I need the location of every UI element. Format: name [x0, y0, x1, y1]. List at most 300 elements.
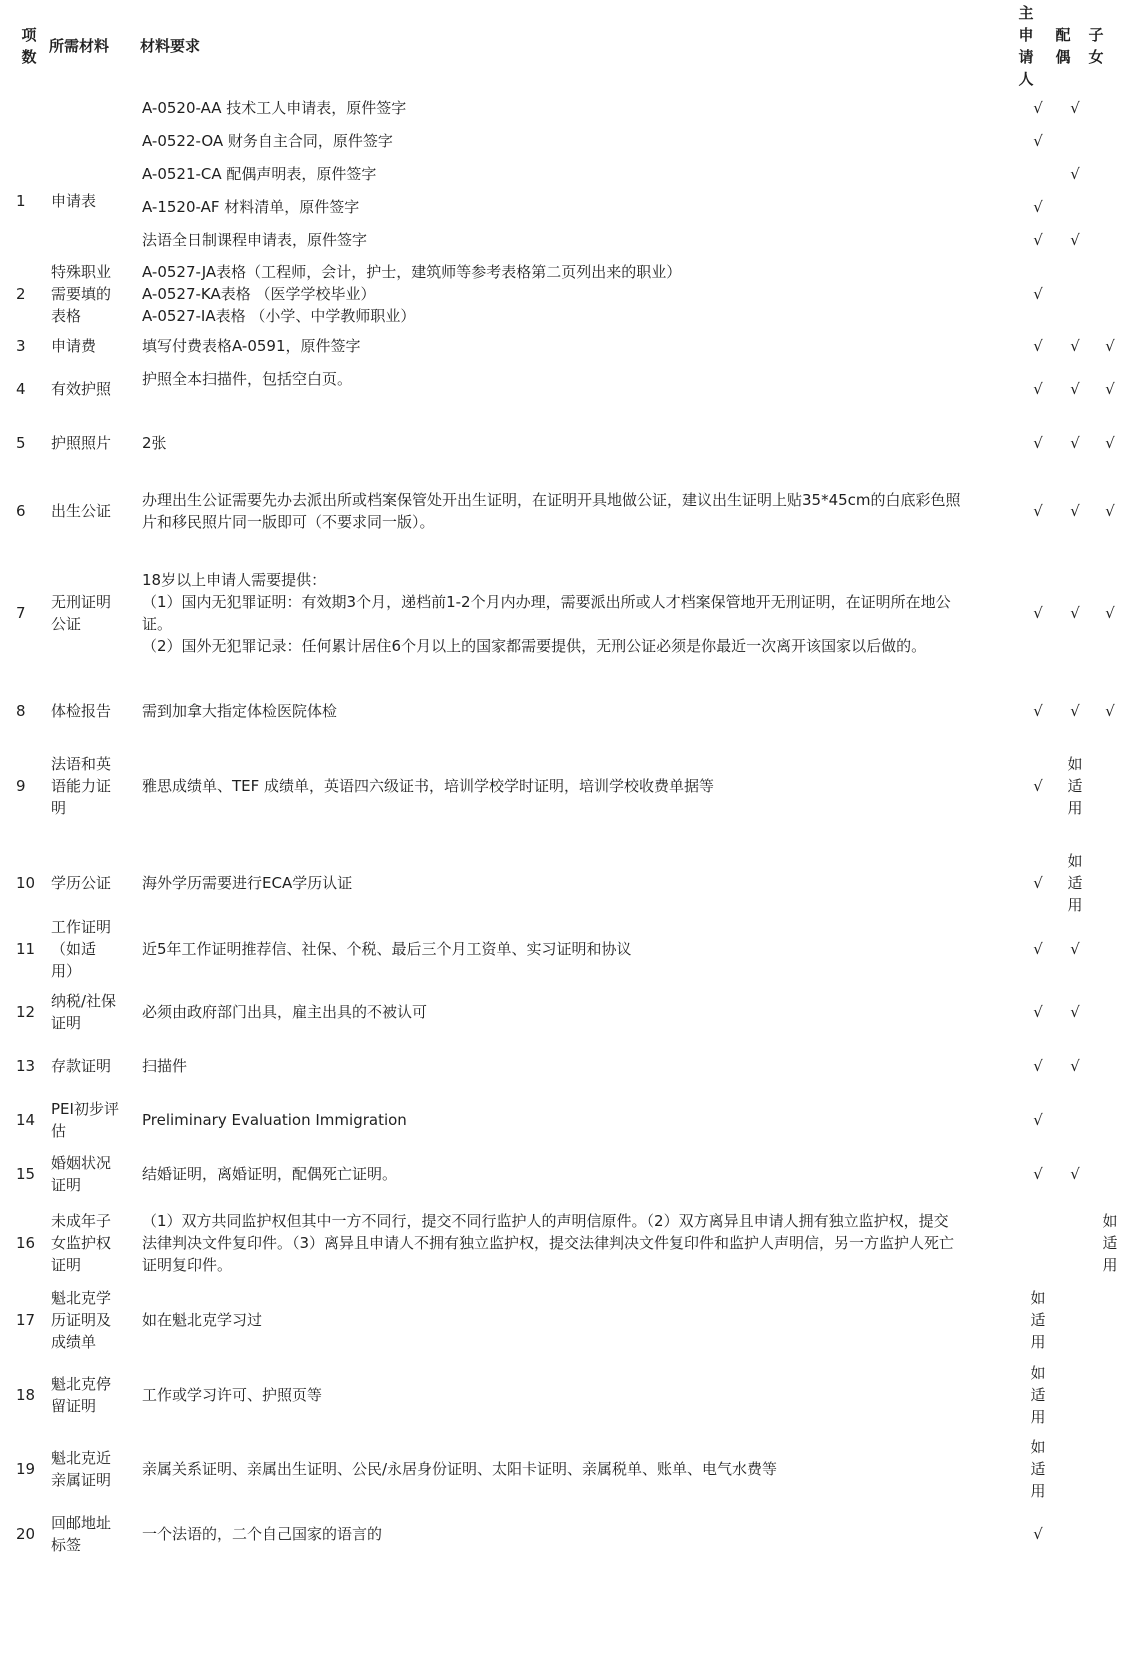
spouse-mark	[1059, 229, 1091, 251]
material-requirement	[142, 130, 1022, 152]
spouse-mark	[1059, 335, 1091, 357]
main-applicant-mark-value: √	[1033, 198, 1043, 216]
material-name-line: 明	[51, 799, 67, 817]
header-main-char: 申	[1018, 26, 1034, 44]
child-mark	[1094, 260, 1126, 328]
requirement-line: 18岁以上申请人需要提供：	[142, 571, 327, 589]
requirement-line: 需到加拿大指定体检医院体检	[142, 702, 338, 720]
main-applicant-mark	[1022, 1362, 1054, 1428]
child-mark-value: √	[1105, 702, 1115, 720]
spouse-mark	[1059, 1436, 1091, 1502]
requirement-line: 护照全本扫描件，包括空白页。	[142, 370, 353, 388]
material-name	[51, 229, 131, 251]
material-name-line: 用）	[51, 962, 82, 980]
child-mark	[1094, 1436, 1126, 1502]
material-requirement	[142, 229, 1022, 251]
material-name-line: 亲属证明	[51, 1471, 112, 1489]
requirement-line: A-0522-OA 财务自主合同，原件签字	[142, 132, 393, 150]
material-name-line: 未成年子	[51, 1212, 112, 1230]
spouse-mark-char: 如	[1067, 755, 1083, 773]
child-mark	[1094, 1040, 1126, 1092]
child-mark	[1094, 368, 1126, 410]
requirement-line: 办理出生公证需要先办去派出所或档案保管处开出生证明，在证明开具地做公证，建议出生证明上贴35*45cm的白底彩色照	[142, 491, 961, 509]
spouse-mark-char: 如	[1067, 852, 1083, 870]
main-applicant-mark-char: 用	[1030, 1408, 1046, 1426]
main-applicant-mark	[1022, 97, 1054, 119]
material-name-line: 护照照片	[51, 434, 112, 452]
main-applicant-mark	[1022, 843, 1054, 923]
material-requirement	[142, 97, 1022, 119]
main-applicant-mark-char: 适	[1030, 1386, 1046, 1404]
material-requirement	[142, 1040, 1022, 1092]
material-name	[51, 163, 131, 185]
child-mark	[1094, 683, 1126, 739]
material-name	[51, 553, 131, 673]
spouse-mark-value: √	[1070, 165, 1080, 183]
material-requirement	[142, 368, 1022, 410]
material-requirement	[142, 475, 1022, 547]
row-number: 7	[16, 604, 26, 622]
row-number: 8	[16, 702, 26, 720]
spouse-mark-value: √	[1070, 231, 1080, 249]
material-name-line: 有效护照	[51, 380, 112, 398]
material-name	[51, 990, 131, 1034]
spouse-mark-value: √	[1070, 1057, 1080, 1075]
spouse-mark	[1059, 260, 1091, 328]
main-applicant-mark-value: √	[1033, 99, 1043, 117]
table-row	[0, 1287, 1141, 1353]
material-name	[51, 97, 131, 119]
main-applicant-mark-value: √	[1033, 777, 1043, 795]
table-row	[0, 990, 1141, 1034]
child-mark-char: 适	[1102, 1234, 1118, 1252]
main-applicant-mark-char: 如	[1030, 1364, 1046, 1382]
table-row	[0, 335, 1141, 357]
main-applicant-mark-value: √	[1033, 1165, 1043, 1183]
material-name	[51, 1152, 131, 1196]
material-name-line: 魁北克学	[51, 1289, 112, 1307]
requirement-line: A-0520-AA 技术工人申请表，原件签字	[142, 99, 407, 117]
row-number: 15	[16, 1165, 36, 1183]
main-applicant-mark	[1022, 990, 1054, 1034]
requirement-line: A-1520-AF 材料清单，原件签字	[142, 198, 360, 216]
row-number: 4	[16, 380, 26, 398]
row-number: 16	[16, 1234, 36, 1252]
table-row	[0, 475, 1141, 547]
child-mark-char: 用	[1102, 1256, 1118, 1274]
material-requirement	[142, 1098, 1022, 1142]
requirement-line: 法语全日制课程申请表，原件签字	[142, 231, 368, 249]
child-mark	[1094, 1210, 1126, 1276]
requirement-line: 海外学历需要进行ECA学历认证	[142, 874, 353, 892]
main-applicant-mark	[1022, 916, 1054, 982]
material-name	[51, 130, 131, 152]
child-mark	[1094, 740, 1126, 832]
spouse-mark-value: √	[1070, 1165, 1080, 1183]
child-mark	[1094, 916, 1126, 982]
material-requirement	[142, 1287, 1022, 1353]
requirement-line: 片和移民照片同一版即可（不要求同一版）。	[142, 513, 435, 531]
spouse-mark-value: √	[1070, 1003, 1080, 1021]
spouse-mark	[1059, 553, 1091, 673]
material-name-line: 表格	[51, 307, 82, 325]
requirement-line: 填写付费表格A-0591，原件签字	[142, 337, 361, 355]
child-mark-value: √	[1105, 434, 1115, 452]
requirement-line: 证。	[142, 615, 173, 633]
row-number	[16, 229, 46, 251]
spouse-mark	[1059, 368, 1091, 410]
material-name-line: 纳税/社保	[51, 992, 117, 1010]
header-spouse-char: 偶	[1055, 48, 1071, 66]
child-mark	[1094, 475, 1126, 547]
material-name-line: 历证明及	[51, 1311, 112, 1329]
spouse-mark	[1059, 475, 1091, 547]
child-mark	[1094, 163, 1126, 185]
material-name-line: 特殊职业	[51, 263, 112, 281]
requirement-line: 雅思成绩单、TEF 成绩单，英语四六级证书，培训学校学时证明，培训学校收费单据等	[142, 777, 715, 795]
material-name	[51, 196, 131, 218]
main-applicant-mark	[1022, 1210, 1054, 1276]
child-mark	[1094, 553, 1126, 673]
material-name-line: 证明	[51, 1256, 82, 1274]
requirement-line: Preliminary Evaluation Immigration	[142, 1111, 407, 1129]
table-row	[0, 1098, 1141, 1142]
table-row	[0, 368, 1141, 410]
spouse-mark-value: √	[1070, 434, 1080, 452]
spouse-mark	[1059, 420, 1091, 466]
main-applicant-mark	[1022, 196, 1054, 218]
row-number: 9	[16, 777, 26, 795]
main-applicant-mark-value: √	[1033, 874, 1043, 892]
requirement-line: 一个法语的，二个自己国家的语言的	[142, 1525, 383, 1543]
header-num-char: 数	[21, 48, 37, 66]
material-name-line: 标签	[51, 1536, 82, 1554]
child-mark	[1094, 1512, 1126, 1556]
requirement-line: 亲属关系证明、亲属出生证明、公民/永居身份证明、太阳卡证明、亲属税单、账单、电气水费等	[142, 1460, 778, 1478]
header-num-char: 项	[21, 26, 37, 44]
spouse-mark-char: 用	[1067, 799, 1083, 817]
header-main-char: 请	[1018, 48, 1034, 66]
material-name-line: 证明	[51, 1014, 82, 1032]
spouse-mark-value: √	[1070, 604, 1080, 622]
requirement-line: A-0527-JA表格（工程师，会计，护士，建筑师等参考表格第二页列出来的职业）	[142, 263, 682, 281]
material-requirement	[142, 683, 1022, 739]
header-main-char: 人	[1018, 70, 1034, 88]
row-number: 18	[16, 1386, 36, 1404]
material-name	[51, 260, 131, 328]
table-row	[0, 1152, 1141, 1196]
material-name-line: 估	[51, 1122, 67, 1140]
header-child-char: 子	[1088, 26, 1104, 44]
child-mark-char: 如	[1102, 1212, 1118, 1230]
spouse-mark-char: 用	[1067, 896, 1083, 914]
table-row	[0, 843, 1141, 923]
spouse-mark	[1059, 990, 1091, 1034]
material-name-line: 需要填的	[51, 285, 112, 303]
main-applicant-mark	[1022, 1287, 1054, 1353]
material-requirement	[142, 843, 1022, 923]
main-applicant-mark-value: √	[1033, 434, 1043, 452]
main-applicant-mark-char: 用	[1030, 1482, 1046, 1500]
material-name	[51, 1436, 131, 1502]
table-row	[0, 916, 1141, 982]
header-child	[1087, 24, 1105, 68]
header-requirement: 材料要求	[140, 37, 201, 55]
material-requirement	[142, 1362, 1022, 1428]
requirement-line: （2）国外无犯罪记录：任何累计居住6个月以上的国家都需要提供，无刑公证必须是你最近一次离开该国家以后做的。	[142, 637, 927, 655]
header-main-applicant	[1017, 2, 1035, 90]
row-number: 13	[16, 1057, 36, 1075]
main-applicant-mark-value: √	[1033, 337, 1043, 355]
material-name	[51, 368, 131, 410]
main-applicant-mark-value: √	[1033, 285, 1043, 303]
material-name-line: 工作证明	[51, 918, 112, 936]
row-number: 11	[16, 940, 36, 958]
material-name-line: 法语和英	[51, 755, 112, 773]
material-name	[51, 1098, 131, 1142]
child-mark	[1094, 1287, 1126, 1353]
material-name-line: 魁北克近	[51, 1449, 112, 1467]
row-number	[16, 163, 46, 185]
material-requirement	[142, 260, 1022, 328]
requirement-line: 证明复印件。	[142, 1256, 233, 1274]
main-applicant-mark-value: √	[1033, 1003, 1043, 1021]
material-name-line: 无刑证明	[51, 593, 112, 611]
row-number	[16, 196, 46, 218]
main-applicant-mark	[1022, 368, 1054, 410]
material-name-line: 女监护权	[51, 1234, 112, 1252]
material-name-line: 成绩单	[51, 1333, 97, 1351]
header-spouse-char: 配	[1055, 26, 1071, 44]
child-mark	[1094, 420, 1126, 466]
row-number: 12	[16, 1003, 36, 1021]
table-row	[0, 196, 1141, 218]
spouse-mark-char: 适	[1067, 777, 1083, 795]
main-applicant-mark-value: √	[1033, 702, 1043, 720]
requirement-line: A-0521-CA 配偶声明表，原件签字	[142, 165, 377, 183]
child-mark	[1094, 335, 1126, 357]
material-name-line: PEI初步评	[51, 1100, 119, 1118]
requirement-line: A-0527-IA表格 （小学、中学教师职业）	[142, 307, 416, 325]
spouse-mark-value: √	[1070, 502, 1080, 520]
row-number: 10	[16, 874, 36, 892]
table-row	[0, 1362, 1141, 1428]
material-name	[51, 683, 131, 739]
row-number: 2	[16, 285, 26, 303]
material-requirement	[142, 740, 1022, 832]
material-name-line: 出生公证	[51, 502, 112, 520]
spouse-mark	[1059, 1210, 1091, 1276]
table-row	[0, 1512, 1141, 1556]
spouse-mark	[1059, 1362, 1091, 1428]
header-child-char: 女	[1088, 48, 1104, 66]
requirement-line: 结婚证明，离婚证明，配偶死亡证明。	[142, 1165, 398, 1183]
header-num	[20, 24, 38, 68]
spouse-mark	[1059, 130, 1091, 152]
main-applicant-mark-value: √	[1033, 1057, 1043, 1075]
spouse-mark-value: √	[1070, 380, 1080, 398]
table-row	[0, 553, 1141, 673]
spouse-mark	[1059, 916, 1091, 982]
spouse-mark-value: √	[1070, 99, 1080, 117]
main-applicant-mark	[1022, 130, 1054, 152]
material-requirement	[142, 420, 1022, 466]
spouse-mark	[1059, 196, 1091, 218]
main-applicant-mark	[1022, 1098, 1054, 1142]
main-applicant-mark	[1022, 1512, 1054, 1556]
requirement-line: 如在魁北克学习过	[142, 1311, 263, 1329]
spouse-mark-value: √	[1070, 940, 1080, 958]
material-name-line: 回邮地址	[51, 1514, 112, 1532]
material-requirement	[142, 335, 1022, 357]
requirement-line: 扫描件	[142, 1057, 188, 1075]
spouse-mark	[1059, 740, 1091, 832]
material-name	[51, 740, 131, 832]
spouse-mark	[1059, 1098, 1091, 1142]
main-applicant-mark-value: √	[1033, 940, 1043, 958]
main-applicant-mark-value: √	[1033, 502, 1043, 520]
row-number	[16, 130, 46, 152]
main-applicant-mark-value: √	[1033, 1111, 1043, 1129]
child-mark	[1094, 196, 1126, 218]
material-name-line: （如适	[51, 940, 97, 958]
table-row	[0, 260, 1141, 328]
table-row	[0, 420, 1141, 466]
material-name	[51, 1362, 131, 1428]
row-number: 3	[16, 337, 26, 355]
table-row	[0, 97, 1141, 119]
row-number: 19	[16, 1460, 36, 1478]
material-requirement	[142, 553, 1022, 673]
main-applicant-mark	[1022, 1152, 1054, 1196]
main-applicant-mark-char: 用	[1030, 1333, 1046, 1351]
material-requirement	[142, 916, 1022, 982]
material-requirement	[142, 1152, 1022, 1196]
main-applicant-mark	[1022, 475, 1054, 547]
requirement-line: 2张	[142, 434, 167, 452]
main-applicant-mark-char: 如	[1030, 1438, 1046, 1456]
material-name	[51, 475, 131, 547]
spouse-mark	[1059, 97, 1091, 119]
spouse-mark	[1059, 163, 1091, 185]
material-name	[51, 420, 131, 466]
material-requirement	[142, 990, 1022, 1034]
material-name-line: 申请表	[51, 192, 97, 210]
material-requirement	[142, 163, 1022, 185]
main-applicant-mark	[1022, 420, 1054, 466]
row-number	[16, 97, 46, 119]
material-name	[51, 843, 131, 923]
material-name-line: 公证	[51, 615, 82, 633]
spouse-mark	[1059, 1040, 1091, 1092]
table-row	[0, 229, 1141, 251]
main-applicant-mark	[1022, 740, 1054, 832]
spouse-mark	[1059, 1152, 1091, 1196]
requirement-line: 法律判决文件复印件。（3）离异且申请人不拥有独立监护权，提交法律判决文件复印件和监护人声明信，另一方监护人死亡	[142, 1234, 955, 1252]
material-name-line: 申请费	[51, 337, 97, 355]
row-number: 5	[16, 434, 26, 452]
main-applicant-mark-char: 如	[1030, 1289, 1046, 1307]
material-name	[51, 916, 131, 982]
child-mark	[1094, 97, 1126, 119]
child-mark	[1094, 990, 1126, 1034]
material-name	[51, 1210, 131, 1276]
material-name-line: 语能力证	[51, 777, 112, 795]
main-applicant-mark-value: √	[1033, 132, 1043, 150]
spouse-mark	[1059, 843, 1091, 923]
material-name-line: 留证明	[51, 1397, 97, 1415]
child-mark	[1094, 1362, 1126, 1428]
requirement-line: （1）双方共同监护权但其中一方不同行，提交不同行监护人的声明信原件。（2）双方离异且申请人拥有独立监护权，提交	[142, 1212, 949, 1230]
material-name	[51, 335, 131, 357]
table-row	[0, 163, 1141, 185]
spouse-mark	[1059, 1512, 1091, 1556]
material-name-line: 魁北克停	[51, 1375, 112, 1393]
spouse-mark	[1059, 683, 1091, 739]
material-requirement	[142, 1512, 1022, 1556]
requirement-line: （1）国内无犯罪证明：有效期3个月，递档前1-2个月内办理，需要派出所或人才档案保管地开无刑证明，在证明所在地公	[142, 593, 951, 611]
spouse-mark-char: 适	[1067, 874, 1083, 892]
material-requirement	[142, 1436, 1022, 1502]
main-applicant-mark	[1022, 1436, 1054, 1502]
table-row	[0, 740, 1141, 832]
table-row	[0, 1210, 1141, 1276]
main-applicant-mark-char: 适	[1030, 1460, 1046, 1478]
child-mark	[1094, 1098, 1126, 1142]
material-name-line: 婚姻状况	[51, 1154, 112, 1172]
child-mark	[1094, 130, 1126, 152]
main-applicant-mark	[1022, 553, 1054, 673]
requirement-line: 近5年工作证明推荐信、社保、个税、最后三个月工资单、实习证明和协议	[142, 940, 632, 958]
main-applicant-mark	[1022, 163, 1054, 185]
requirement-line: 必须由政府部门出具，雇主出具的不被认可	[142, 1003, 428, 1021]
main-applicant-mark	[1022, 260, 1054, 328]
header-main-char: 主	[1018, 4, 1034, 22]
row-number: 6	[16, 502, 26, 520]
table-row	[0, 683, 1141, 739]
child-mark	[1094, 1152, 1126, 1196]
header-material: 所需材料	[49, 37, 110, 55]
child-mark-value: √	[1105, 380, 1115, 398]
material-requirement	[142, 1210, 1022, 1276]
spouse-mark-value: √	[1070, 702, 1080, 720]
child-mark-value: √	[1105, 337, 1115, 355]
material-name-line: 证明	[51, 1176, 82, 1194]
main-applicant-mark-value: √	[1033, 1525, 1043, 1543]
material-name	[51, 1287, 131, 1353]
material-name-line: 学历公证	[51, 874, 112, 892]
main-applicant-mark-value: √	[1033, 231, 1043, 249]
child-mark	[1094, 229, 1126, 251]
table-row	[0, 1436, 1141, 1502]
child-mark-value: √	[1105, 502, 1115, 520]
row-number: 20	[16, 1525, 36, 1543]
main-applicant-mark-value: √	[1033, 604, 1043, 622]
row-number: 1	[16, 192, 26, 210]
table-row	[0, 1040, 1141, 1092]
main-applicant-mark	[1022, 335, 1054, 357]
main-applicant-mark	[1022, 1040, 1054, 1092]
requirement-line: A-0527-KA表格 （医学学校毕业）	[142, 285, 376, 303]
material-name-line: 体检报告	[51, 702, 112, 720]
row-number: 14	[16, 1111, 36, 1129]
main-applicant-mark	[1022, 683, 1054, 739]
material-name-line: 存款证明	[51, 1057, 112, 1075]
child-mark	[1094, 843, 1126, 923]
material-name	[51, 1040, 131, 1092]
requirement-line: 工作或学习许可、护照页等	[142, 1386, 323, 1404]
main-applicant-mark-char: 适	[1030, 1311, 1046, 1329]
